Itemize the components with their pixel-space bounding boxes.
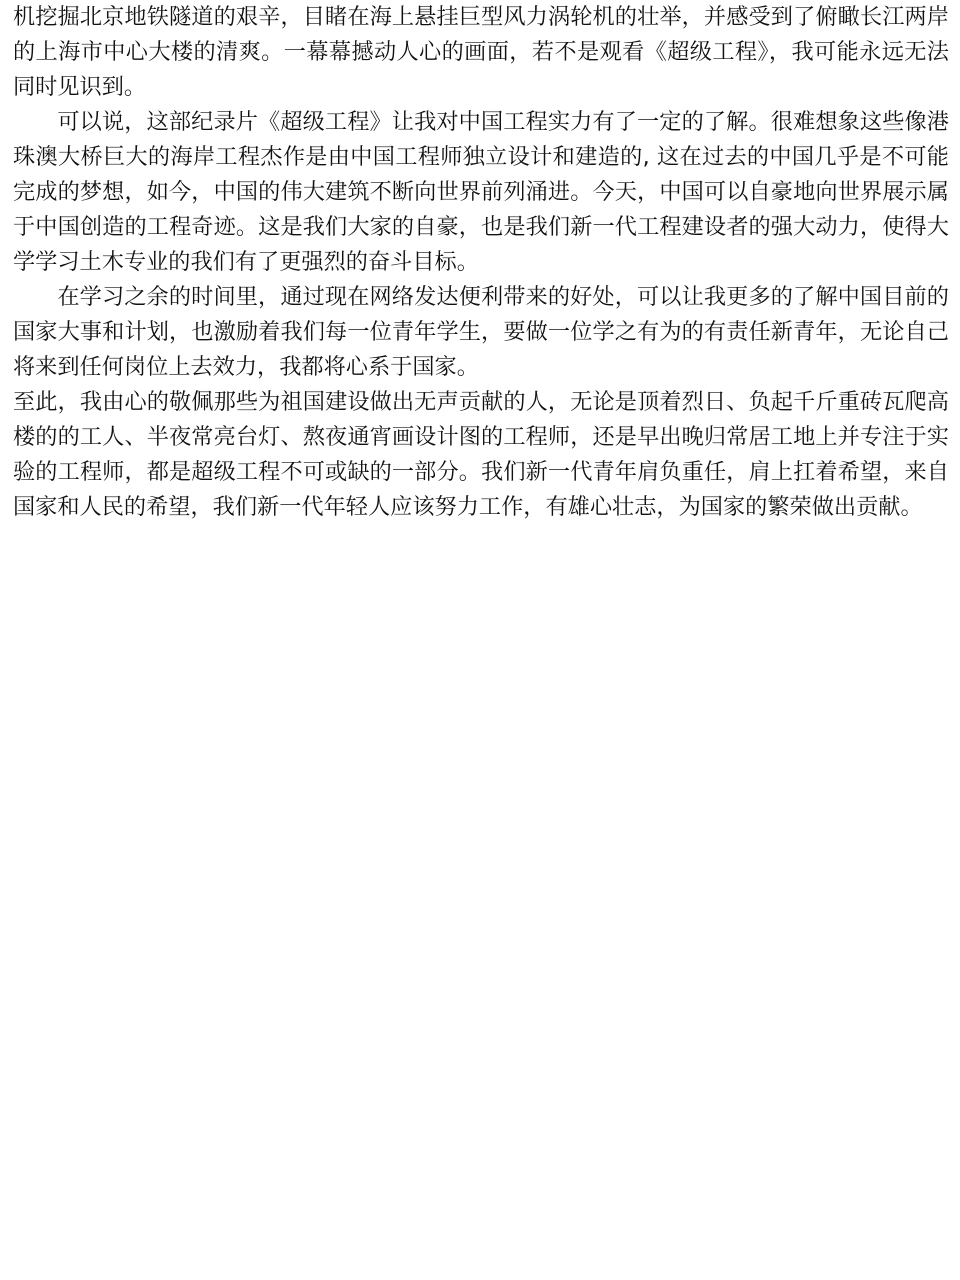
paragraph-2: 可以说，这部纪录片《超级工程》让我对中国工程实力有了一定的了解。很难想象这些像港珠澳大桥巨大的海岸工程杰作是由中国工程师独立设计和建造的, 这在过去的中国几乎是不可能完成的梦想，如今，中国的伟大建筑不断向世界前列涌进。今天，中国可以自豪地向世界展示属于中国创造的工程奇迹。这是我们大家的自豪，也是我们新一代工程建设者的强大动力，使得大学学习土木专业的我们有了更强烈的奋斗目标。 bbox=[13, 109, 949, 275]
paragraph-1: 机挖掘北京地铁隧道的艰辛，目睹在海上悬挂巨型风力涡轮机的壮举，并感受到了俯瞰长江两岸的上海市中心大楼的清爽。一幕幕撼动人心的画面，若不是观看《超级工程》，我可能永远无法同时见识到。 bbox=[13, 4, 949, 100]
paragraph-3: 在学习之余的时间里，通过现在网络发达便利带来的好处，可以让我更多的了解中国目前的国家大事和计划，也激励着我们每一位青年学生，要做一位学之有为的有责任新青年，无论自己将来到任何岗位上去效力，我都将心系于国家。 bbox=[13, 284, 949, 380]
document-body bbox=[13, 0, 949, 525]
paragraph-4: 至此，我由心的敬佩那些为祖国建设做出无声贡献的人，无论是顶着烈日、负起千斤重砖瓦爬高楼的的工人、半夜常亮台灯、熬夜通宵画设计图的工程师，还是早出晚归常居工地上并专注于实验的工程师，都是超级工程不可或缺的一部分。我们新一代青年肩负重任，肩上扛着希望，来自国家和人民的希望，我们新一代年轻人应该努力工作，有雄心壮志，为国家的繁荣做出贡献。 bbox=[13, 389, 949, 520]
